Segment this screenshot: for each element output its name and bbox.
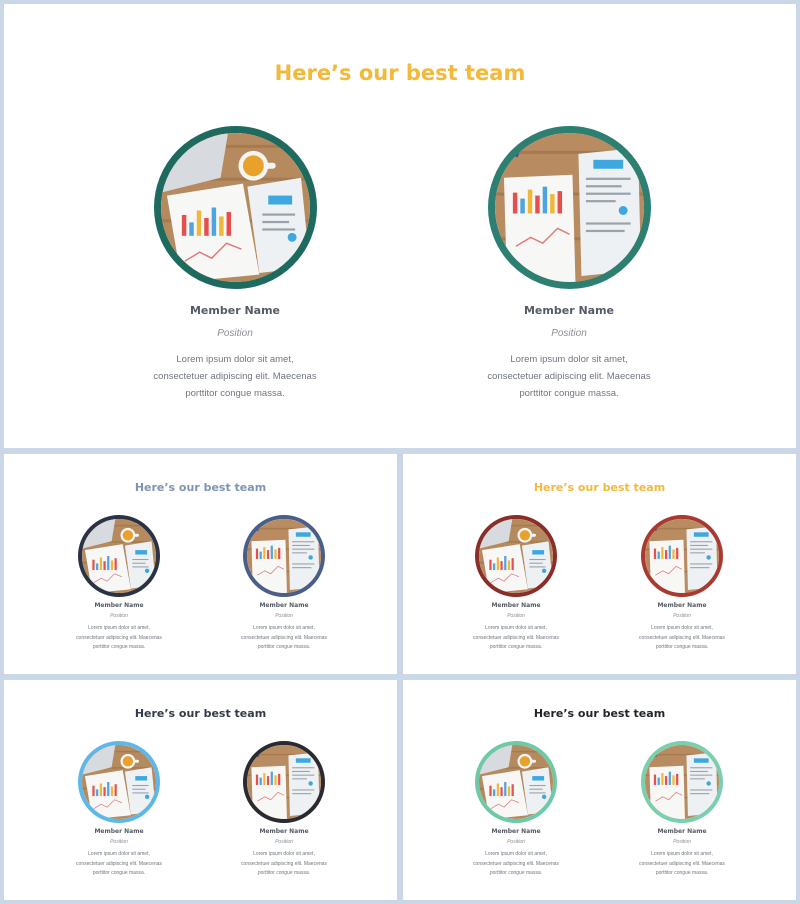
member-position: Position bbox=[110, 839, 128, 845]
member-card bbox=[209, 738, 359, 888]
member-position: Position bbox=[110, 613, 128, 619]
member-position: Position bbox=[551, 328, 587, 339]
member-name: Member Name bbox=[657, 602, 707, 609]
member-position: Position bbox=[275, 839, 293, 845]
member-position: Position bbox=[507, 839, 525, 845]
member-description: Lorem ipsum dolor sit amet, consectetuer adipiscing elit. Maecenas porttitor congue massa. bbox=[639, 625, 725, 650]
member-photo bbox=[154, 126, 317, 289]
member-description: Lorem ipsum dolor sit amet, consectetuer adipiscing elit. Maecenas porttitor congue massa. bbox=[76, 625, 162, 650]
member-position: Position bbox=[217, 328, 253, 339]
member-photo bbox=[488, 126, 651, 289]
member-card bbox=[85, 126, 385, 426]
member-position: Position bbox=[275, 613, 293, 619]
member-name: Member Name bbox=[523, 304, 614, 317]
member-photo bbox=[641, 741, 723, 823]
member-card bbox=[441, 738, 591, 888]
member-position: Position bbox=[673, 839, 691, 845]
member-name: Member Name bbox=[94, 828, 144, 835]
member-card bbox=[607, 738, 757, 888]
slide-main bbox=[4, 4, 796, 448]
member-card bbox=[441, 512, 591, 662]
member-name: Member Name bbox=[491, 602, 541, 609]
member-card bbox=[607, 512, 757, 662]
slide-thumbnail bbox=[4, 680, 397, 900]
member-description: Lorem ipsum dolor sit amet, consectetuer adipiscing elit. Maecenas porttitor congue massa. bbox=[487, 354, 651, 399]
slide-title: Here’s our best team bbox=[134, 481, 267, 494]
member-description: Lorem ipsum dolor sit amet, consectetuer adipiscing elit. Maecenas porttitor congue massa. bbox=[473, 851, 559, 876]
member-description: Lorem ipsum dolor sit amet, consectetuer adipiscing elit. Maecenas porttitor congue massa. bbox=[76, 851, 162, 876]
member-position: Position bbox=[507, 613, 525, 619]
member-card bbox=[44, 512, 194, 662]
member-photo bbox=[243, 741, 325, 823]
member-card bbox=[419, 126, 719, 426]
member-card bbox=[44, 738, 194, 888]
member-position: Position bbox=[673, 613, 691, 619]
member-photo bbox=[78, 741, 160, 823]
slide-title: Here’s our best team bbox=[533, 481, 666, 494]
slide-thumbnail bbox=[403, 680, 796, 900]
member-name: Member Name bbox=[189, 304, 280, 317]
member-name: Member Name bbox=[259, 602, 309, 609]
member-description: Lorem ipsum dolor sit amet, consectetuer adipiscing elit. Maecenas porttitor congue massa. bbox=[639, 851, 725, 876]
slide-thumbnail bbox=[4, 454, 397, 674]
member-name: Member Name bbox=[94, 602, 144, 609]
member-name: Member Name bbox=[491, 828, 541, 835]
member-description: Lorem ipsum dolor sit amet, consectetuer adipiscing elit. Maecenas porttitor congue massa. bbox=[153, 354, 317, 399]
slide-title: Here’s our best team bbox=[134, 707, 267, 720]
member-card bbox=[209, 512, 359, 662]
member-photo bbox=[243, 515, 325, 597]
slide-title: Here’s our best team bbox=[274, 61, 526, 85]
member-description: Lorem ipsum dolor sit amet, consectetuer adipiscing elit. Maecenas porttitor congue massa. bbox=[241, 851, 327, 876]
member-photo bbox=[475, 741, 557, 823]
member-name: Member Name bbox=[259, 828, 309, 835]
slide-thumbnail bbox=[403, 454, 796, 674]
member-photo bbox=[78, 515, 160, 597]
member-description: Lorem ipsum dolor sit amet, consectetuer adipiscing elit. Maecenas porttitor congue massa. bbox=[241, 625, 327, 650]
member-description: Lorem ipsum dolor sit amet, consectetuer adipiscing elit. Maecenas porttitor congue massa. bbox=[473, 625, 559, 650]
member-photo bbox=[641, 515, 723, 597]
member-name: Member Name bbox=[657, 828, 707, 835]
member-photo bbox=[475, 515, 557, 597]
slide-title: Here’s our best team bbox=[533, 707, 666, 720]
